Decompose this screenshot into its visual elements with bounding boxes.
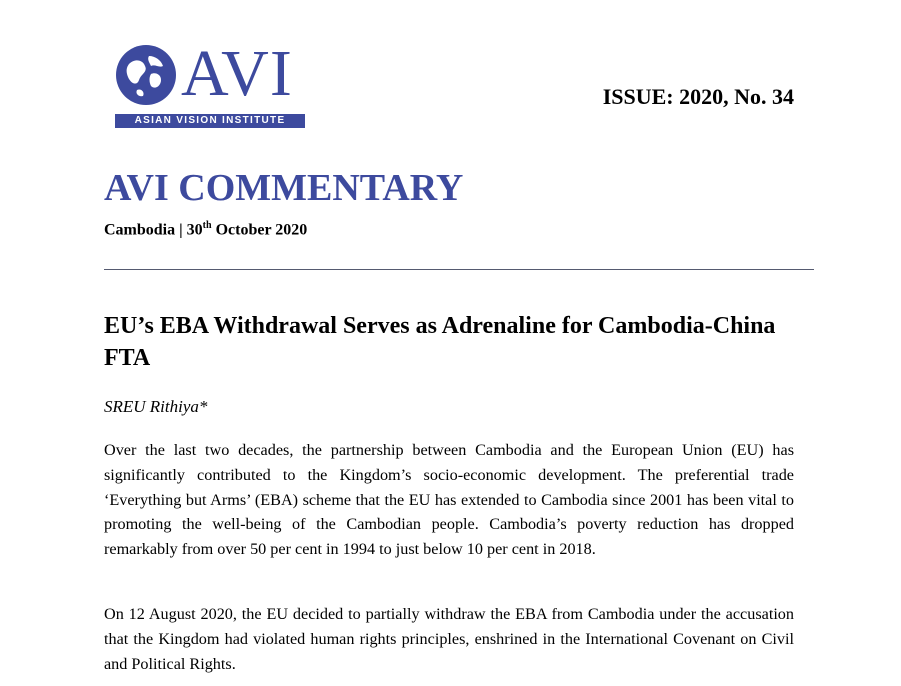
body-paragraph: On 12 August 2020, the EU decided to partially withdraw the EBA from Cambodia under the accusation that the Kingdom had violated human rights principles, enshrined in the International Covenant on Civil and Political Rights. bbox=[104, 605, 794, 673]
document-type-heading: AVI COMMENTARY bbox=[104, 167, 464, 209]
logo-wordmark: AVI bbox=[181, 37, 293, 110]
issue-number: ISSUE: 2020, No. 34 bbox=[602, 84, 794, 109]
dateline-ordinal: th bbox=[202, 220, 212, 231]
globe-icon bbox=[115, 44, 177, 106]
article-title: EU’s EBA Withdrawal Serves as Adrenaline for Cambodia-China FTA bbox=[104, 313, 776, 371]
body-paragraph: Over the last two decades, the partnership between Cambodia and the European Union (EU) has significantly contributed to the Kingdom’s socio-economic development. The preferential trade ‘Everything but Arms’ (EBA) scheme that the EU has extended to Cambodia since 2001 has been vital to promoting the well-being of the Cambodian people. Cambodia’s poverty reduction has dropped remarkably from over 50 per cent in 1994 to just below 10 per cent in 2018. bbox=[104, 441, 794, 559]
dateline-country-day: Cambodia | 30 bbox=[104, 221, 203, 239]
author-name: SREU Rithiya* bbox=[104, 397, 208, 416]
dateline bbox=[104, 220, 307, 239]
logo-subtitle: ASIAN VISION INSTITUTE bbox=[115, 114, 305, 128]
avi-logo bbox=[115, 37, 307, 132]
header-divider bbox=[104, 269, 814, 270]
dateline-month-year: October 2020 bbox=[211, 221, 308, 239]
